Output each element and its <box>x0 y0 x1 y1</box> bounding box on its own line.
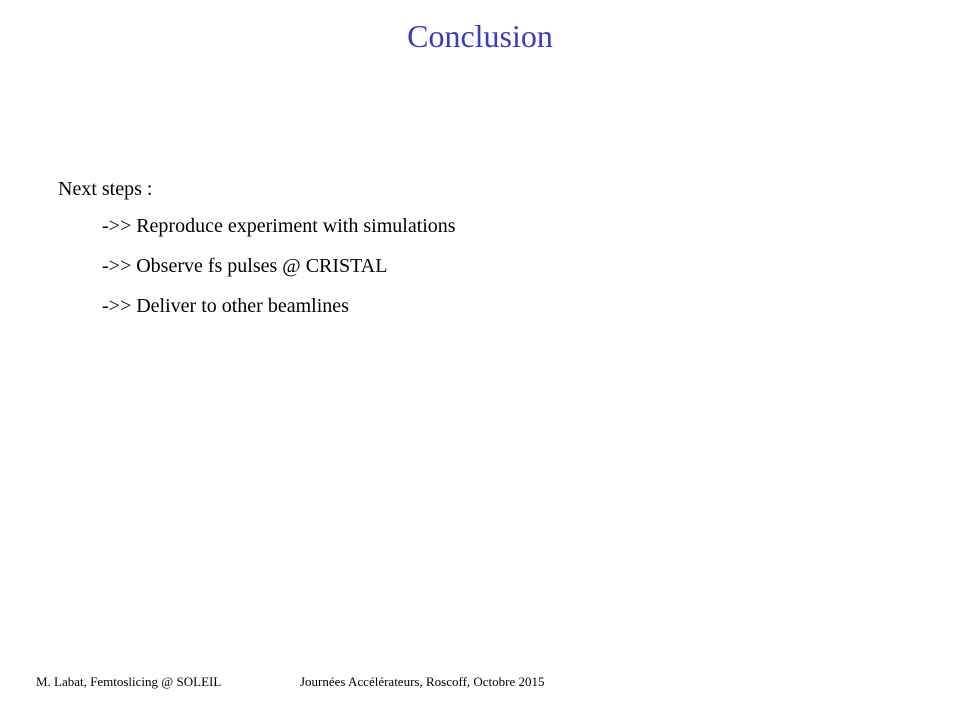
step-item: ->> Deliver to other beamlines <box>102 295 349 317</box>
step-item: ->> Observe fs pulses @ CRISTAL <box>102 255 388 277</box>
footer-event: Journées Accélérateurs, Roscoff, Octobre 2015 <box>300 674 545 689</box>
slide-title: Conclusion <box>407 18 553 54</box>
slide-content <box>58 172 918 326</box>
footer-author: M. Labat, Femtoslicing @ SOLEIL <box>36 674 222 689</box>
next-steps-heading: Next steps : <box>58 178 153 200</box>
step-item: ->> Reproduce experiment with simulations <box>102 215 456 237</box>
